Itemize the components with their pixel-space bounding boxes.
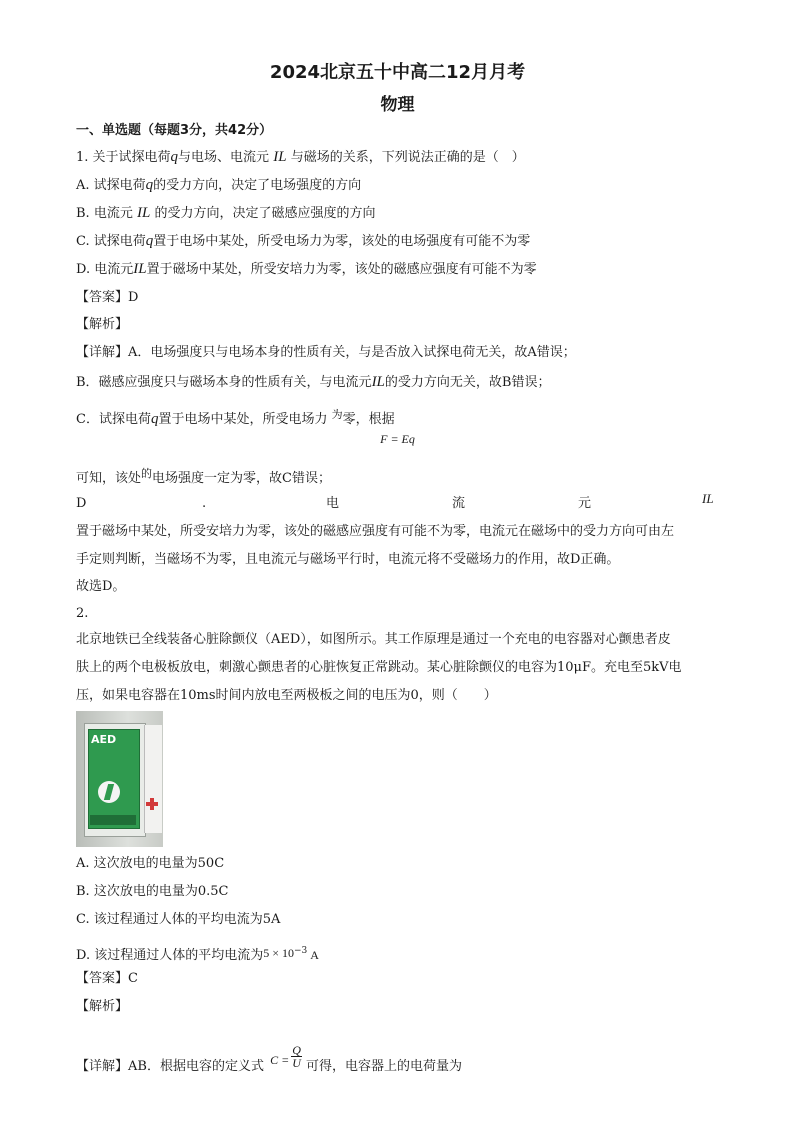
- q1-il-symbol: IL: [702, 491, 714, 506]
- spread-dot: .: [202, 496, 207, 511]
- aed-label: AED: [91, 733, 117, 746]
- capacitance-formula: [270, 1054, 289, 1066]
- spread-d: D: [76, 496, 87, 511]
- q2-option-a: A. 这次放电的电量为50C: [76, 856, 225, 871]
- q1-option-c: [76, 232, 530, 251]
- q1-il-symbol: IL: [133, 261, 147, 277]
- q1-charge-symbol: q: [145, 233, 154, 249]
- q2-answer: 【答案】C: [76, 971, 138, 986]
- q1-stem: [76, 148, 525, 167]
- q2-option-b: B. 这次放电的电量为0.5C: [76, 884, 229, 899]
- detail-text: B．磁感应强度只与磁场本身的性质有关，与电流元: [76, 375, 372, 390]
- q2-stem-1: 北京地铁已全线装备心脏除颤仪（AED），如图所示。其工作原理是通过一个充电的电容器对心颤患者皮: [76, 632, 671, 647]
- q1-charge-symbol: q: [145, 177, 154, 193]
- formula-f-eq: F = Eq: [380, 432, 415, 446]
- q1-stem-text: 与磁场的关系，下列说法正确的是（ ）: [290, 150, 525, 165]
- scientific-exponent: −3: [294, 946, 308, 956]
- option-text: D. 电流元: [76, 262, 134, 277]
- option-text: A. 试探电荷: [76, 178, 146, 193]
- detail-text: 的受力方向无关，故B错误；: [384, 375, 551, 390]
- q1-detail-c-conclusion: [76, 465, 331, 488]
- fraction-numerator: Q: [292, 1043, 301, 1057]
- q1-charge-symbol: q: [150, 411, 159, 427]
- detail-text: 可得，电容器上的电荷量为: [306, 1059, 463, 1074]
- option-text: 置于电场中某处，所受电场力为零，该处的电场强度有可能不为零: [153, 234, 531, 249]
- aed-photo: [76, 711, 163, 847]
- option-text: D. 该过程通过人体的平均电流为: [76, 948, 264, 963]
- q1-stem-text: 与电场、电流元: [178, 150, 270, 165]
- scientific-base: 5 × 10: [263, 946, 295, 960]
- q1-choose: 故选D。: [76, 579, 126, 594]
- q1-option-b: [76, 204, 375, 223]
- spread-liu: 流: [452, 496, 466, 511]
- q1-il-symbol: IL: [136, 205, 151, 221]
- option-text: B. 电流元: [76, 206, 133, 221]
- q1-il-symbol: IL: [273, 149, 287, 165]
- q1-option-a: [76, 176, 361, 195]
- detail-text: 零，根据: [342, 412, 395, 427]
- option-text: 的受力方向，决定了电场强度的方向: [153, 178, 362, 193]
- formula-lhs: C =: [270, 1053, 290, 1067]
- exam-title: 2024北京五十中高二12月月考: [269, 62, 526, 83]
- detail-text: 可知，该处: [76, 471, 142, 486]
- q1-detail-a: 【详解】A．电场强度只与电场本身的性质有关，与是否放入试探电荷无关，故A错误；: [76, 345, 576, 360]
- option-text: C. 试探电荷: [76, 234, 146, 249]
- section-heading: 一、单选题（每题3分，共42分）: [76, 123, 273, 138]
- detail-text: C．试探电荷: [76, 412, 151, 427]
- q2-option-d: [76, 942, 319, 965]
- q1-detail-d-2: 手定则判断，当磁场不为零，且电流元与磁场平行时，电流元将不受磁场力的作用，故D正确。: [76, 552, 620, 567]
- subject-title: 物理: [380, 95, 415, 115]
- detail-text: 【详解】AB．根据电容的定义式: [76, 1059, 264, 1074]
- fraction-denominator: U: [292, 1056, 301, 1070]
- aed-sign-strip: [90, 815, 136, 825]
- q1-il-symbol: IL: [371, 374, 385, 390]
- option-text: 置于磁场中某处，所受安培力为零，该处的磁感应强度有可能不为零: [146, 262, 537, 277]
- q1-charge-symbol: q: [170, 149, 179, 165]
- fraction-q-over-u: [291, 1044, 302, 1069]
- q2-stem-2: 肤上的两个电极板放电，刺激心颤患者的心脏恢复正常跳动。某心脏除颤仪的电容为10μF。充电至5kV电: [76, 660, 682, 675]
- detail-text: 置于电场中某处，所受电场力: [158, 412, 328, 427]
- detail-text: 的: [141, 467, 153, 480]
- aed-side-panel: [144, 725, 162, 833]
- q1-detail-d-1: 置于磁场中某处，所受安培力为零，该处的磁感应强度有可能不为零，电流元在磁场中的受力方向可由左: [76, 524, 675, 539]
- detail-text: 电场强度一定为零，故C错误；: [152, 471, 331, 486]
- option-text: 的受力方向，决定了磁感应强度的方向: [154, 206, 376, 221]
- detail-text: 为: [331, 408, 343, 421]
- q1-option-d: [76, 260, 537, 279]
- unit-ampere: A: [307, 948, 319, 962]
- q1-analysis-label: 【解析】: [76, 317, 129, 332]
- red-cross-icon: [146, 802, 158, 806]
- q2-option-c: C. 该过程通过人体的平均电流为5A: [76, 912, 281, 927]
- q2-analysis-label: 【解析】: [76, 999, 129, 1014]
- q1-detail-c: [76, 406, 395, 429]
- q2-detail-ab: [76, 1044, 462, 1076]
- q2-stem-3: 压，如果电容器在10ms时间内放电至两极板之间的电压为0，则（ ）: [76, 688, 497, 703]
- spread-dian: 电: [326, 496, 340, 511]
- q1-stem-text: 1. 关于试探电荷: [76, 150, 171, 165]
- q1-detail-b: [76, 373, 550, 392]
- q2-number: 2.: [76, 606, 89, 621]
- spread-yuan: 元: [578, 496, 592, 511]
- q1-answer: 【答案】D: [76, 290, 139, 305]
